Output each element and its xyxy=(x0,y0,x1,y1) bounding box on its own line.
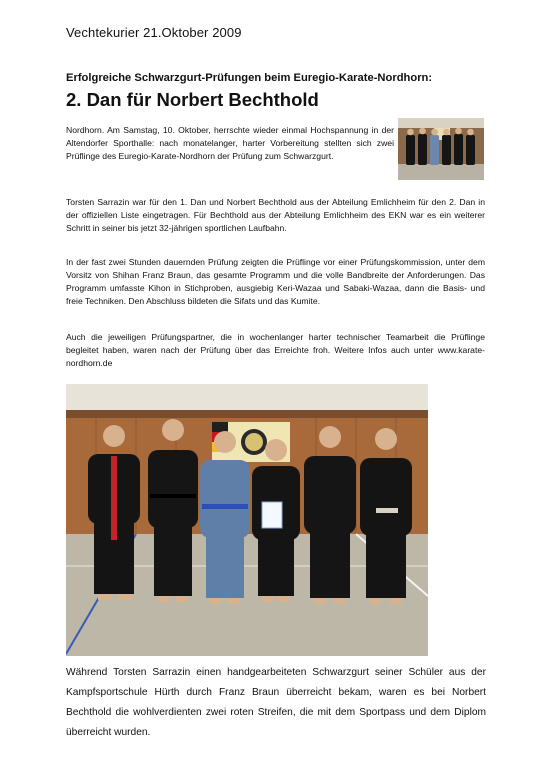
group-photo-image xyxy=(66,384,428,656)
thumbnail-photo xyxy=(398,118,484,180)
group-photo xyxy=(66,384,428,656)
article-kicker: Erfolgreiche Schwarzgurt-Prüfungen beim Euregio-Karate-Nordhorn: xyxy=(66,72,433,84)
photo-caption: Während Torsten Sarrazin einen handgearbeiteten Schwarzgurt seiner Schüler aus der Kampfsportschule Hürth durch Franz Braun überreicht bekam, waren es bei Norbert Bechthold die wohlverdienten zwei roten Streifen, die mit dem Sportpass und dem Diplom überreicht wurden. xyxy=(66,667,486,738)
newspaper-date-header: Vechtekurier 21.Oktober 2009 xyxy=(66,25,242,40)
thumbnail-photo-image xyxy=(398,118,484,180)
article-intro: Nordhorn. Am Samstag, 10. Oktober, herrschte wieder einmal Hochspannung in der Altendorfer Sporthalle: nach monatelanger, harter Vorbereitung stellten sich zwei Prüflinge des Euregio-Karate-Nordhorn der Prüfung zum Schwarzgurt. xyxy=(66,125,394,161)
article-paragraph-2: In der fast zwei Stunden dauernden Prüfung zeigten die Prüflinge vor einer Prüfungskommission, unter dem Vorsitz von Shihan Franz Braun, das gesamte Programm und die volle Bandbreite der Anforderungen. Das Programm umfasste Kihon in Stichproben, ausgiebig Keri-Wazaa und Sabaki-Wazaa, dann die Basis- und freie Techniken. Den Abschluss bildeten die Sifats und das Kumite. xyxy=(66,257,485,306)
article-headline: 2. Dan für Norbert Bechthold xyxy=(66,89,319,110)
article-paragraph-3: Auch die jeweiligen Prüfungspartner, die in wochenlanger harter technischer Teamarbeit die Prüflinge begleitet haben, waren nach der Prüfung über das Erreichte froh. Weitere Infos auch unter www.karate-nordhorn.de xyxy=(66,332,485,368)
article-paragraph-1: Torsten Sarrazin war für den 1. Dan und Norbert Bechthold aus der Abteilung Emlichheim für den 2. Dan in der offiziellen Liste eingetragen. Für Bechthold aus der Abteilung Emlichheim des EKN war es ein weiterer Schritt in seiner bis jetzt 32-jährigen sportlichen Laufbahn. xyxy=(66,197,485,233)
